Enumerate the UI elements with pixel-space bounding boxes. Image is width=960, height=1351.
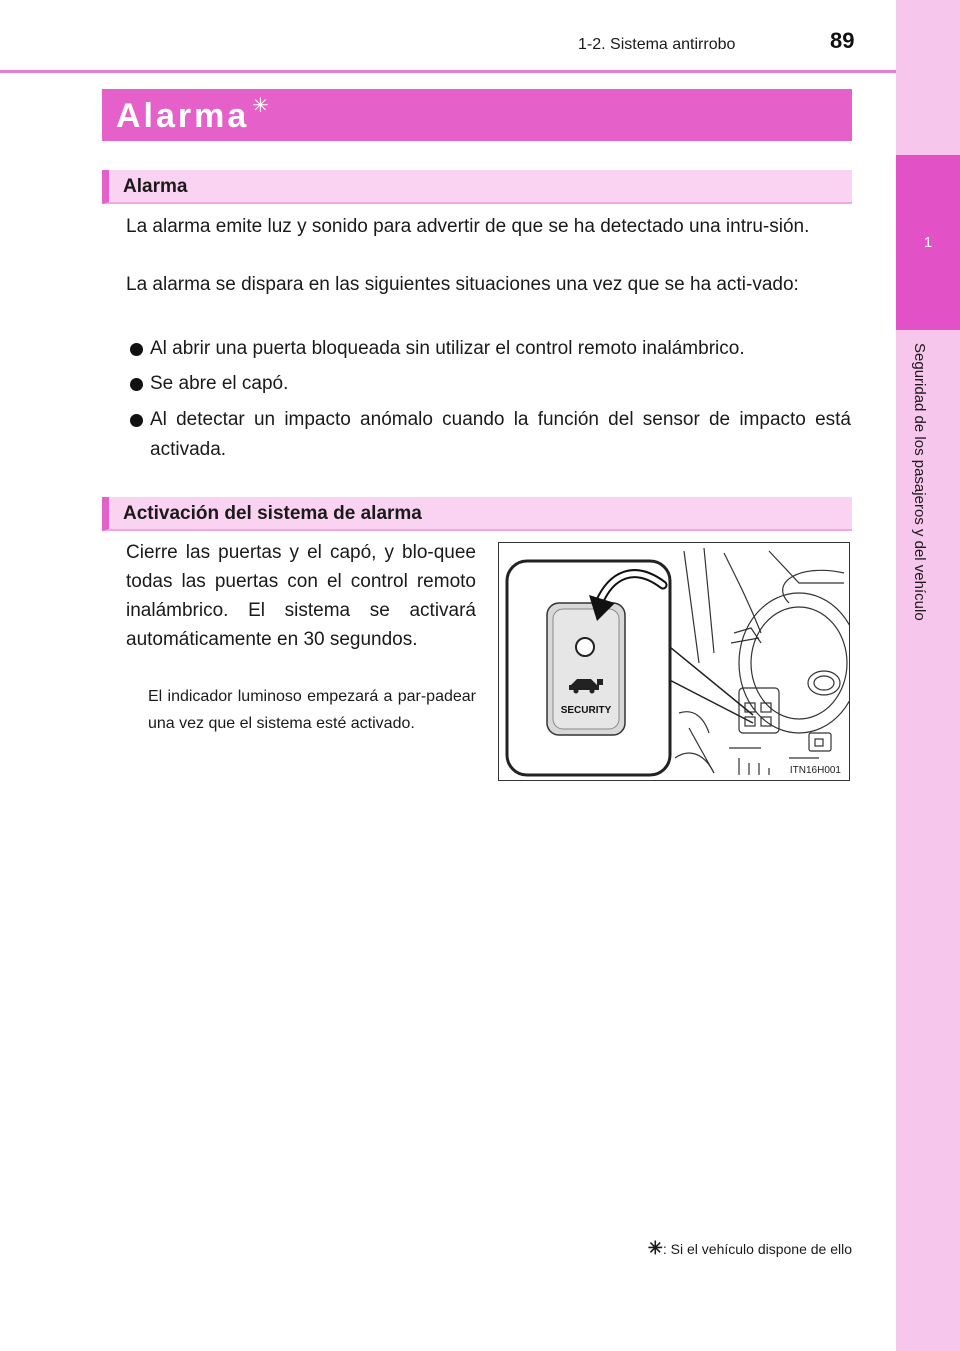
section-heading-bar [102, 497, 852, 531]
section-heading-bar [102, 170, 852, 204]
list-item-text: Se abre el capó. [150, 373, 289, 394]
dashboard-drawing [499, 543, 850, 781]
security-button-illustration [498, 542, 850, 781]
chapter-title: Seguridad de los pasajeros y del vehículo [911, 343, 928, 621]
page-title: Alarma [116, 97, 250, 135]
trigger-paragraph: La alarma se dispara en las siguientes situaciones una vez que se ha acti-vado: [126, 274, 799, 295]
figure-code: ITN16H001 [789, 765, 841, 776]
section-header: 1-2. Sistema antirrobo [578, 36, 736, 53]
intro-paragraph: La alarma emite luz y sonido para advertir de que se ha detectado una intru-sión. [126, 216, 810, 237]
page-number: 89 [830, 28, 855, 53]
activation-note: El indicador luminoso empezará a par-padear una vez que el sistema esté activado. [148, 688, 476, 732]
security-button-label: SECURITY [560, 705, 612, 716]
section-heading-activation: Activación del sistema de alarma [123, 503, 422, 524]
list-item-text: Al abrir una puerta bloqueada sin utilizar el control remoto inalámbrico. [150, 338, 745, 359]
footnote [648, 1238, 852, 1259]
list-item-text: Al detectar un impacto anómalo cuando la función del sensor de impacto está activada. [150, 409, 851, 460]
optional-equipment-marker: ✳ [252, 95, 269, 117]
bullet-icon [130, 343, 143, 356]
optional-equipment-marker: ✳ [647, 1238, 663, 1258]
section-heading-alarm: Alarma [123, 176, 188, 197]
chapter-number: 1 [896, 155, 960, 330]
activation-paragraph: Cierre las puertas y el capó, y blo-quee todas las puertas con el control remoto inalámbrico. El sistema se activará automáticamente en 30 segundos. [126, 542, 476, 650]
bullet-icon [130, 378, 143, 391]
bullet-icon [130, 414, 143, 427]
page-title-bar [102, 89, 852, 141]
footnote-text: : Si el vehículo dispone de ello [662, 1241, 852, 1257]
header-divider [0, 70, 896, 73]
